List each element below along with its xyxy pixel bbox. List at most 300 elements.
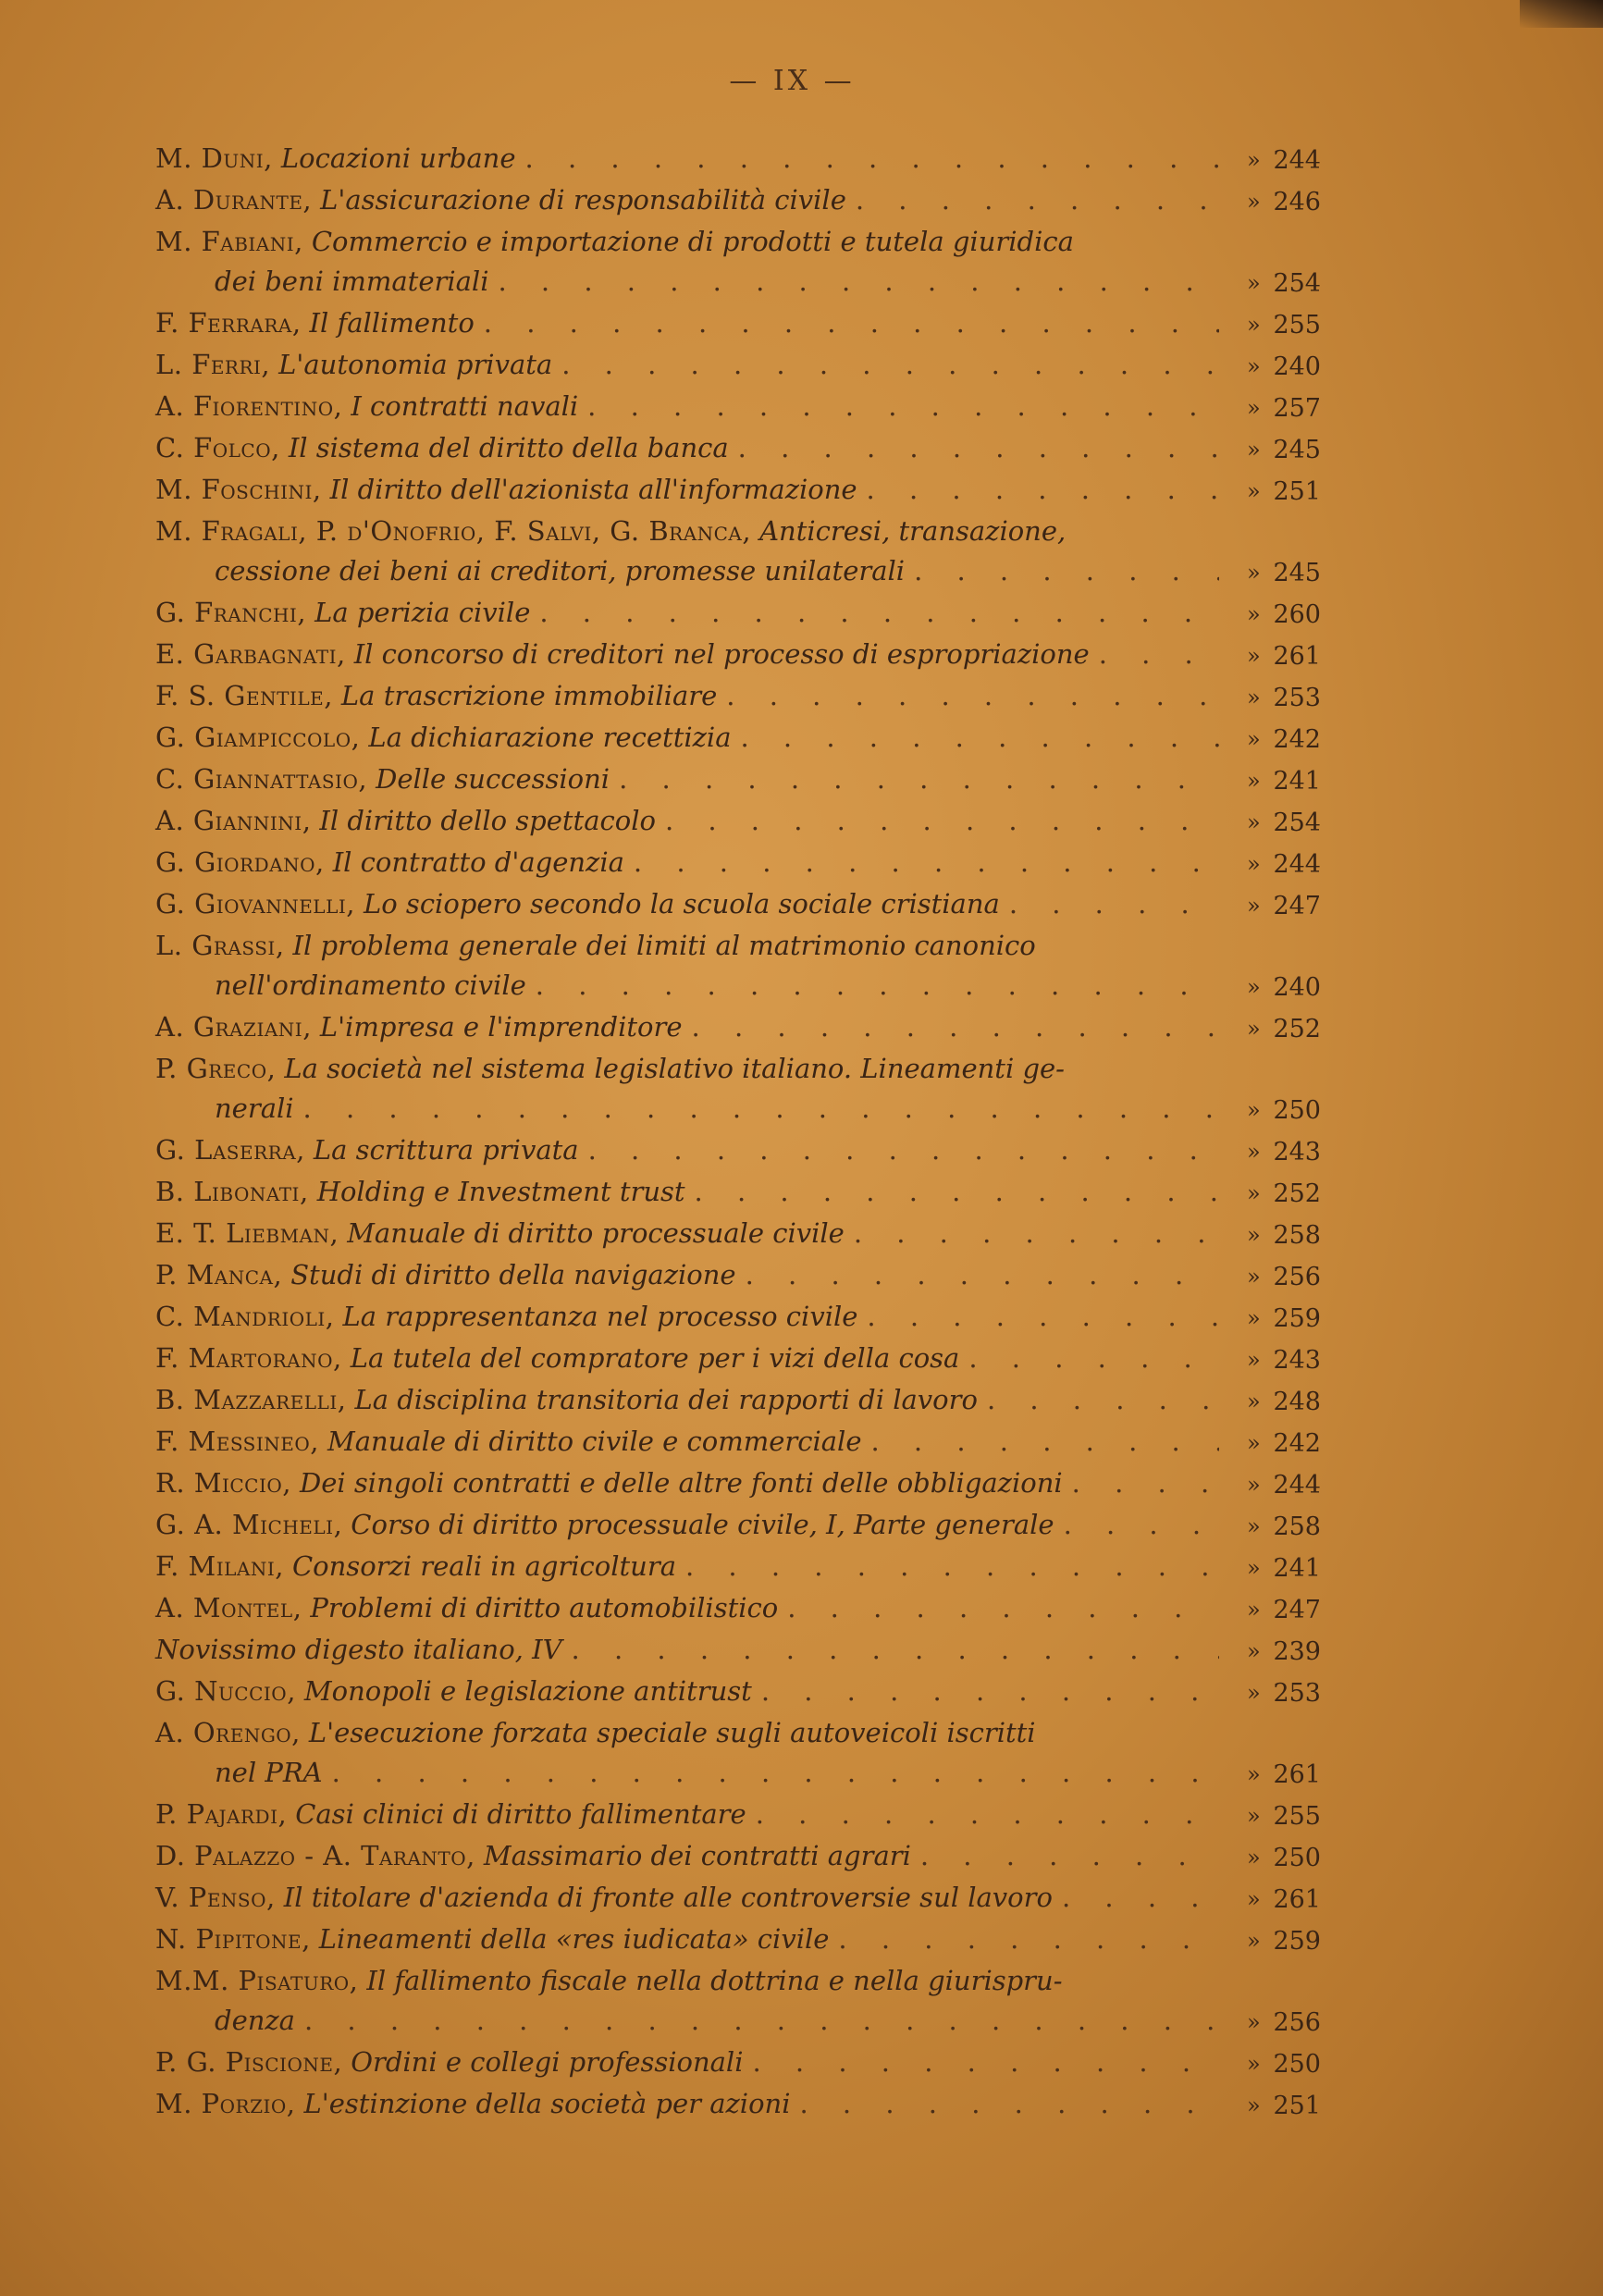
ref-mark: »	[1247, 312, 1261, 338]
page-number: 246	[1273, 188, 1321, 216]
dot-leader	[987, 1380, 1219, 1420]
page-number: 242	[1273, 725, 1321, 754]
entry-title: Il concorso di creditori nel processo di espropriazione	[353, 638, 1090, 670]
entry-author: D. Palazzo - A. Taranto,	[155, 1840, 475, 1871]
entry-title: L'impresa e l'imprenditore	[319, 1011, 683, 1043]
entry-line-continued	[155, 551, 1321, 593]
ref-mark: »	[1247, 1680, 1261, 1706]
entry-author: F. Martorano,	[155, 1342, 342, 1374]
entry-line	[155, 1297, 1321, 1339]
ref-mark: »	[1247, 1928, 1261, 1954]
entry-author: C. Giannattasio,	[155, 763, 368, 795]
dot-leader	[304, 2001, 1219, 2041]
index-entry	[155, 2084, 1321, 2126]
dot-leader	[1099, 635, 1219, 674]
index-entry	[155, 1380, 1321, 1422]
dot-leader	[752, 2043, 1219, 2082]
index-entry	[155, 1836, 1321, 1878]
page-reference	[1247, 1091, 1321, 1130]
entry-author: F. Ferrara,	[155, 307, 302, 339]
entry-line	[155, 2043, 1321, 2084]
dot-leader	[746, 1255, 1219, 1295]
entry-line	[155, 635, 1321, 676]
index-entry	[155, 1505, 1321, 1547]
dot-leader	[619, 759, 1219, 799]
entry-title: Holding e Investment trust	[316, 1176, 685, 1207]
page-reference	[1247, 803, 1321, 843]
page-number: 252	[1273, 1015, 1321, 1043]
dot-leader	[856, 180, 1219, 220]
ref-mark: »	[1247, 1180, 1261, 1206]
entry-title: Studi di diritto della navigazione	[290, 1259, 736, 1290]
entry-line-continued	[155, 1089, 1321, 1130]
ref-mark: »	[1247, 270, 1261, 296]
entry-author: A. Giannini,	[155, 805, 312, 836]
page-reference	[1247, 678, 1321, 718]
entry-title: Novissimo digesto italiano, IV	[155, 1634, 562, 1665]
ref-mark: »	[1247, 1389, 1261, 1414]
page-reference	[1247, 1257, 1321, 1297]
index-entry	[155, 428, 1321, 470]
entry-title: L'autonomia privata	[278, 349, 553, 380]
page-reference	[1247, 1424, 1321, 1463]
entry-title-continued: cessione dei beni ai creditori, promesse unilaterali	[215, 555, 906, 586]
entry-title: Il diritto dello spettacolo	[319, 805, 656, 836]
entry-line	[155, 1422, 1321, 1463]
page-reference	[1247, 1921, 1321, 1961]
index-entry	[155, 1588, 1321, 1630]
ref-mark: »	[1247, 1139, 1261, 1165]
entry-title: Ordini e collegi professionali	[351, 2046, 744, 2078]
entry-title: Lo sciopero secondo la scuola sociale cristiana	[364, 888, 1000, 920]
ref-mark: »	[1247, 2051, 1261, 2077]
dot-leader	[761, 1672, 1219, 1711]
index-entry	[155, 593, 1321, 635]
index-entry	[155, 1007, 1321, 1049]
entry-line	[155, 843, 1321, 884]
entry-line	[155, 1214, 1321, 1255]
entry-line	[155, 428, 1321, 470]
entry-author: F. Milani,	[155, 1550, 284, 1582]
entry-title: Casi clinici di diritto fallimentare	[295, 1798, 746, 1830]
dot-leader	[1072, 1463, 1219, 1503]
page-number: 250	[1273, 1096, 1321, 1125]
entry-line	[155, 512, 1321, 551]
page-reference	[1247, 305, 1321, 345]
dot-leader	[726, 676, 1219, 716]
entry-author: B. Libonati,	[155, 1176, 309, 1207]
entry-author: G. Giordano,	[155, 846, 325, 878]
dot-leader	[1009, 884, 1219, 924]
entry-line	[155, 222, 1321, 262]
entry-line	[155, 593, 1321, 635]
index-entry	[155, 1130, 1321, 1172]
entry-title: Il fallimento fiscale nella dottrina e nella giurispru-	[366, 1965, 1063, 1996]
ref-mark: »	[1247, 1638, 1261, 1664]
entry-title: La tutela del compratore per i vizi della cosa	[350, 1342, 960, 1374]
index-entry	[155, 1920, 1321, 1961]
dot-leader	[968, 1339, 1219, 1378]
index-entry	[155, 139, 1321, 180]
page-reference	[1247, 1755, 1321, 1795]
page-reference	[1247, 182, 1321, 222]
entry-author: L. Grassi,	[155, 930, 285, 961]
index-entry	[155, 843, 1321, 884]
ref-mark: »	[1247, 1761, 1261, 1787]
entry-title-continued: nel PRA	[215, 1757, 323, 1788]
entry-author: V. Penso,	[155, 1882, 276, 1913]
ref-mark: »	[1247, 437, 1261, 463]
entry-line	[155, 387, 1321, 428]
page-reference	[1247, 1507, 1321, 1547]
entry-author: E. T. Liebman,	[155, 1217, 339, 1249]
entry-author: E. Garbagnati,	[155, 638, 346, 670]
entry-author: A. Graziani,	[155, 1011, 312, 1043]
index-entry	[155, 1339, 1321, 1380]
entry-title: Problemi di diritto automobilistico	[310, 1592, 779, 1623]
entry-line	[155, 1463, 1321, 1505]
page-number: 255	[1273, 1802, 1321, 1831]
entry-author: L. Ferri,	[155, 349, 271, 380]
page-number: 258	[1273, 1512, 1321, 1541]
entry-line	[155, 2084, 1321, 2126]
page-number: 247	[1273, 892, 1321, 920]
page-number: 260	[1273, 600, 1321, 629]
page-reference	[1247, 1132, 1321, 1172]
page-reference	[1247, 636, 1321, 676]
page-number: 258	[1273, 1221, 1321, 1250]
entry-author: M.M. Pisaturo,	[155, 1965, 359, 1996]
ref-mark: »	[1247, 560, 1261, 586]
page-number: 250	[1273, 1844, 1321, 1872]
page-number: 245	[1273, 436, 1321, 464]
page-number: 256	[1273, 2008, 1321, 2037]
page-number: 243	[1273, 1138, 1321, 1167]
index-entry	[155, 1049, 1321, 1130]
entry-line	[155, 1961, 1321, 2001]
entry-author: M. Porzio,	[155, 2088, 296, 2119]
page-number: 245	[1273, 559, 1321, 587]
dot-leader	[1062, 1878, 1219, 1918]
ref-mark: »	[1247, 147, 1261, 173]
entry-author: N. Pipitone,	[155, 1923, 311, 1955]
index-entry	[155, 1172, 1321, 1214]
entry-author: P. Manca,	[155, 1259, 283, 1290]
dot-leader	[634, 843, 1219, 883]
entry-line	[155, 718, 1321, 759]
dot-leader	[685, 1547, 1219, 1586]
ref-mark: »	[1247, 1555, 1261, 1581]
page-reference	[1247, 472, 1321, 512]
entry-line	[155, 1339, 1321, 1380]
page-number: 254	[1273, 809, 1321, 837]
page-number: 248	[1273, 1388, 1321, 1416]
entry-title: La trascrizione immobiliare	[340, 680, 718, 711]
dot-leader	[756, 1795, 1219, 1834]
ref-mark: »	[1247, 1347, 1261, 1373]
index-entry	[155, 1297, 1321, 1339]
page-reference	[1247, 845, 1321, 884]
index-entry	[155, 1255, 1321, 1297]
entry-author: M. Fragali, P. d'Onofrio, F. Salvi, G. Branca,	[155, 515, 752, 547]
entry-line-continued	[155, 966, 1321, 1007]
ref-mark: »	[1247, 851, 1261, 877]
page-number: 251	[1273, 477, 1321, 506]
entry-title-continued: nell'ordinamento civile	[215, 969, 526, 1001]
page-number: 240	[1273, 352, 1321, 381]
dot-leader	[870, 1422, 1219, 1462]
dot-leader	[484, 303, 1219, 343]
page-number: 253	[1273, 684, 1321, 712]
dot-leader	[539, 593, 1219, 633]
entry-author: P. Pajardi,	[155, 1798, 288, 1830]
index-entry	[155, 2043, 1321, 2084]
page-number: 239	[1273, 1637, 1321, 1666]
page-folio	[0, 65, 1603, 97]
entry-title-continued: nerali	[215, 1092, 294, 1124]
entry-title-continued: dei beni immateriali	[215, 265, 489, 297]
index-entry	[155, 1547, 1321, 1588]
entry-author: G. Franchi,	[155, 597, 307, 628]
page-number: 257	[1273, 394, 1321, 423]
dot-leader	[800, 2084, 1220, 2124]
dot-leader	[1064, 1505, 1219, 1545]
page-reference	[1247, 1465, 1321, 1505]
page-reference	[1247, 1340, 1321, 1380]
dot-leader	[588, 1130, 1219, 1170]
entry-line-continued	[155, 262, 1321, 303]
entry-author: M. Duni,	[155, 142, 273, 174]
entry-title: La rappresentanza nel processo civile	[342, 1301, 858, 1332]
dot-leader	[738, 428, 1219, 468]
entry-title: Consorzi reali in agricoltura	[291, 1550, 676, 1582]
index-entry	[155, 470, 1321, 512]
entry-line	[155, 303, 1321, 345]
dot-leader	[332, 1753, 1219, 1793]
ref-mark: »	[1247, 1097, 1261, 1123]
ref-mark: »	[1247, 2009, 1261, 2035]
index-entry	[155, 1672, 1321, 1713]
page-reference	[1247, 1382, 1321, 1422]
entry-author: G. Laserra,	[155, 1134, 305, 1166]
dot-leader	[665, 801, 1219, 841]
page-number: 255	[1273, 311, 1321, 339]
entry-title: Corso di diritto processuale civile, I, Parte generale	[351, 1509, 1054, 1540]
page-number: 241	[1273, 767, 1321, 796]
index-entry	[155, 222, 1321, 303]
dot-leader	[303, 1089, 1219, 1129]
ref-mark: »	[1247, 478, 1261, 504]
page-number: 261	[1273, 1885, 1321, 1914]
entry-line	[155, 759, 1321, 801]
ref-mark: »	[1247, 1886, 1261, 1912]
entry-author: M. Foschini,	[155, 474, 322, 505]
dot-leader	[838, 1920, 1219, 1959]
entry-line	[155, 884, 1321, 926]
index-entry	[155, 1713, 1321, 1795]
entry-author: A. Orengo,	[155, 1717, 301, 1748]
dot-leader	[740, 718, 1219, 758]
page-number: 256	[1273, 1263, 1321, 1291]
index-entry	[155, 718, 1321, 759]
page-number: 261	[1273, 642, 1321, 671]
page-reference	[1247, 1590, 1321, 1630]
index-entry	[155, 1878, 1321, 1920]
page-number: 253	[1273, 1679, 1321, 1708]
ref-mark: »	[1247, 601, 1261, 627]
dot-leader	[561, 345, 1219, 385]
ref-mark: »	[1247, 643, 1261, 669]
entry-title: L'esecuzione forzata speciale sugli autoveicoli iscritti	[308, 1717, 1036, 1748]
entry-title: La dichiarazione recettizia	[368, 722, 732, 753]
ref-mark: »	[1247, 685, 1261, 710]
entry-author: G. Nuccio,	[155, 1675, 296, 1707]
page-number: 261	[1273, 1760, 1321, 1789]
dot-leader	[787, 1588, 1219, 1628]
ref-mark: »	[1247, 1513, 1261, 1539]
entry-title: La società nel sistema legislativo italiano. Lineamenti ge-	[284, 1053, 1065, 1084]
ref-mark: »	[1247, 1803, 1261, 1829]
page-reference	[1247, 430, 1321, 470]
page-reference	[1247, 2044, 1321, 2084]
page-reference	[1247, 1673, 1321, 1713]
entry-line	[155, 1795, 1321, 1836]
page-reference	[1247, 1299, 1321, 1339]
entry-author: M. Fabiani,	[155, 226, 303, 257]
entry-title: Lineamenti della «res iudicata» civile	[318, 1923, 830, 1955]
ref-mark: »	[1247, 1597, 1261, 1623]
page-number: 250	[1273, 2050, 1321, 2079]
page-reference	[1247, 141, 1321, 180]
index-entry	[155, 884, 1321, 926]
entry-title: La perizia civile	[314, 597, 531, 628]
page-reference	[1247, 1838, 1321, 1878]
index-entry	[155, 1422, 1321, 1463]
page-number: 254	[1273, 269, 1321, 298]
entry-line	[155, 801, 1321, 843]
entry-author: P. G. Piscione,	[155, 2046, 343, 2078]
entry-line	[155, 1672, 1321, 1713]
ref-mark: »	[1247, 1845, 1261, 1870]
entry-title: La disciplina transitoria dei rapporti di lavoro	[354, 1384, 978, 1415]
entry-author: F. S. Gentile,	[155, 680, 333, 711]
entry-title: Locazioni urbane	[280, 142, 516, 174]
page-number: 251	[1273, 2092, 1321, 2120]
dot-leader	[867, 1297, 1219, 1337]
page-reference	[1247, 1549, 1321, 1588]
entry-line	[155, 1130, 1321, 1172]
page-number: 259	[1273, 1304, 1321, 1333]
entry-line	[155, 1713, 1321, 1753]
page-reference	[1247, 347, 1321, 387]
entry-author: G. Giovannelli,	[155, 888, 355, 920]
page-reference	[1247, 720, 1321, 759]
entry-title: L'estinzione della società per azioni	[303, 2088, 791, 2119]
entry-title: Il contratto d'agenzia	[332, 846, 624, 878]
page-reference	[1247, 2003, 1321, 2043]
ref-mark: »	[1247, 1264, 1261, 1290]
page-number: 242	[1273, 1429, 1321, 1458]
index-list	[155, 139, 1321, 2126]
entry-title: I contratti navali	[351, 390, 579, 422]
entry-title: Anticresi, transazione,	[759, 515, 1067, 547]
page-reference	[1247, 2086, 1321, 2126]
ref-mark: »	[1247, 353, 1261, 379]
index-entry	[155, 926, 1321, 1007]
index-entry	[155, 345, 1321, 387]
page-reference	[1247, 1796, 1321, 1836]
page-reference	[1247, 761, 1321, 801]
entry-line	[155, 1505, 1321, 1547]
entry-title: Delle successioni	[376, 763, 610, 795]
entry-title: Il problema generale dei limiti al matrimonio canonico	[292, 930, 1036, 961]
dot-leader	[525, 139, 1219, 179]
page-number: 240	[1273, 973, 1321, 1002]
entry-line-continued	[155, 2001, 1321, 2043]
entry-title: Massimario dei contratti agrari	[483, 1840, 911, 1871]
index-entry	[155, 1463, 1321, 1505]
entry-line	[155, 139, 1321, 180]
dot-leader	[920, 1836, 1219, 1876]
entry-line	[155, 1547, 1321, 1588]
ref-mark: »	[1247, 1472, 1261, 1498]
dot-leader	[498, 262, 1219, 302]
entry-author: C. Folco,	[155, 432, 280, 463]
entry-author: G. Giampiccolo,	[155, 722, 361, 753]
page-reference	[1247, 595, 1321, 635]
dot-leader	[572, 1630, 1219, 1670]
entry-line	[155, 1588, 1321, 1630]
page-number: 244	[1273, 1471, 1321, 1500]
index-entry	[155, 180, 1321, 222]
page-reference	[1247, 1632, 1321, 1672]
ref-mark: »	[1247, 1222, 1261, 1248]
dot-leader	[914, 551, 1219, 591]
index-entry	[155, 759, 1321, 801]
ref-mark: »	[1247, 726, 1261, 752]
page-reference	[1247, 886, 1321, 926]
dot-leader	[695, 1172, 1219, 1212]
index-entry	[155, 801, 1321, 843]
page-number: 244	[1273, 850, 1321, 879]
entry-author: P. Greco,	[155, 1053, 277, 1084]
entry-line	[155, 180, 1321, 222]
ref-mark: »	[1247, 189, 1261, 215]
ref-mark: »	[1247, 1016, 1261, 1042]
entry-title: Manuale di diritto civile e commerciale	[327, 1426, 862, 1457]
entry-line	[155, 1007, 1321, 1049]
entry-line	[155, 345, 1321, 387]
page-number: 247	[1273, 1596, 1321, 1624]
entry-author: A. Durante,	[155, 184, 313, 216]
ref-mark: »	[1247, 395, 1261, 421]
entry-title: Il diritto dell'azionista all'informazione	[329, 474, 857, 505]
dot-leader	[867, 470, 1219, 510]
entry-line	[155, 1836, 1321, 1878]
ref-mark: »	[1247, 2092, 1261, 2118]
photo-shadow-corner	[1520, 0, 1603, 28]
entry-line	[155, 1049, 1321, 1089]
ref-mark: »	[1247, 893, 1261, 919]
entry-line	[155, 1172, 1321, 1214]
entry-author: A. Montel,	[155, 1592, 302, 1623]
ref-mark: »	[1247, 809, 1261, 835]
dot-leader	[692, 1007, 1219, 1047]
entry-line-continued	[155, 1753, 1321, 1795]
entry-line	[155, 1920, 1321, 1961]
index-entry	[155, 1961, 1321, 2043]
index-entry	[155, 1214, 1321, 1255]
